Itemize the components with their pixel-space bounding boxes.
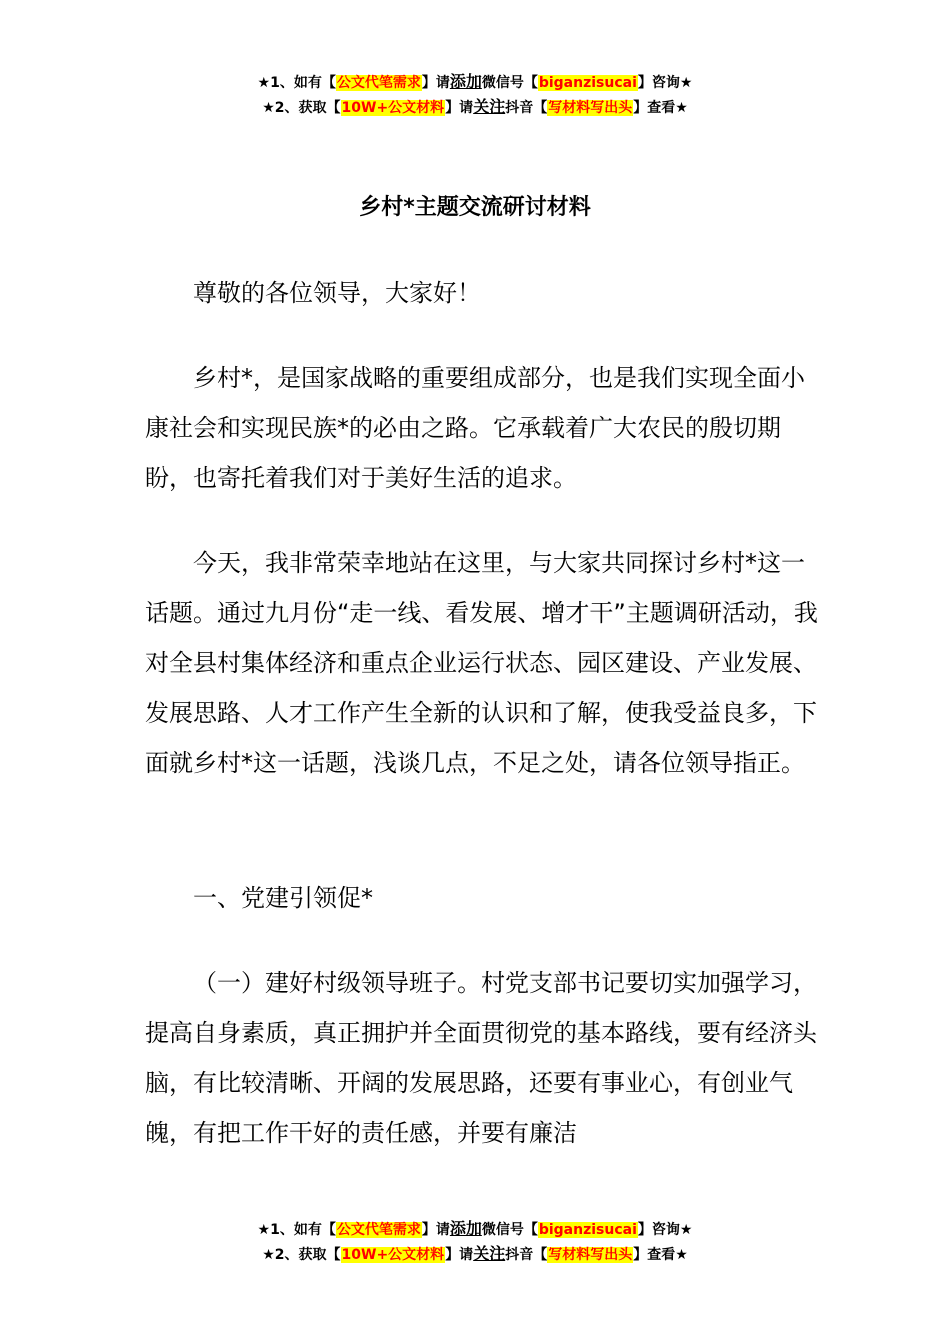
header-banner: [0, 70, 950, 120]
banner-text: ★2、获取【: [262, 1247, 341, 1263]
banner-text: 】查看★: [633, 100, 688, 116]
banner-line-2: [0, 95, 950, 120]
banner-text: 微信号【: [481, 1222, 538, 1238]
section-heading-1: 一、党建引领促*: [193, 884, 373, 912]
paragraph-block-2: [145, 538, 820, 788]
paragraph-block-1: [145, 353, 820, 503]
highlight-service: 公文代笔需求: [336, 75, 421, 91]
paragraph-1: 乡村*，是国家战略的重要组成部分，也是我们实现全面小康社会和实现民族*的必由之路。它承载着广大农民的殷切期盼，也寄托着我们对于美好生活的追求。: [145, 364, 805, 492]
emphasis-add: 添加: [449, 1219, 482, 1238]
banner-text: ★2、获取【: [262, 100, 341, 116]
banner-text: 】咨询★: [637, 75, 693, 91]
banner-text: 抖音【: [505, 100, 548, 116]
banner-text: 】请: [421, 75, 450, 91]
highlight-materials: 10W+公文材料: [341, 1247, 445, 1263]
banner-text: ★1、如有【: [257, 75, 336, 91]
banner-text: 】请: [421, 1222, 450, 1238]
emphasis-follow: 关注: [473, 1244, 506, 1263]
greeting: 尊敬的各位领导，大家好！: [193, 279, 481, 307]
highlight-wechat-id: biganzisucai: [538, 1222, 637, 1238]
emphasis-add: 添加: [449, 72, 482, 91]
banner-text: 】咨询★: [637, 1222, 693, 1238]
banner-text: 抖音【: [505, 1247, 548, 1263]
section-heading-block: [145, 873, 820, 923]
paragraph-2: 今天，我非常荣幸地站在这里，与大家共同探讨乡村*这一话题。通过九月份“走一线、看发展、增才干”主题调研活动，我对全县村集体经济和重点企业运行状态、园区建设、产业发展、发展思路、人才工作产生全新的认识和了解，使我受益良多，下面就乡村*这一话题，浅谈几点，不足之处，请各位领导指正。: [145, 549, 818, 777]
banner-line-2: [0, 1242, 950, 1267]
paragraph-block-3: [145, 958, 820, 1158]
highlight-service: 公文代笔需求: [336, 1222, 421, 1238]
banner-line-1: [0, 1217, 950, 1242]
banner-text: 微信号【: [481, 75, 538, 91]
highlight-douyin-account: 写材料写出头: [548, 1247, 633, 1263]
highlight-materials: 10W+公文材料: [341, 100, 445, 116]
highlight-douyin-account: 写材料写出头: [548, 100, 633, 116]
document-title: 乡村*主题交流研讨材料: [359, 195, 591, 220]
emphasis-follow: 关注: [473, 97, 506, 116]
banner-line-1: [0, 70, 950, 95]
footer-banner: [0, 1217, 950, 1267]
paragraph-3: （一）建好村级领导班子。村党支部书记要切实加强学习，提高自身素质，真正拥护并全面贯彻党的基本路线，要有经济头脑，有比较清晰、开阔的发展思路，还要有事业心，有创业气魄，有把工作干好的责任感，并要有廉洁: [145, 969, 817, 1147]
banner-text: 】查看★: [633, 1247, 688, 1263]
banner-text: 】请: [445, 100, 474, 116]
banner-text: ★1、如有【: [257, 1222, 336, 1238]
highlight-wechat-id: biganzisucai: [538, 75, 637, 91]
greeting-block: [145, 268, 820, 318]
banner-text: 】请: [445, 1247, 474, 1263]
